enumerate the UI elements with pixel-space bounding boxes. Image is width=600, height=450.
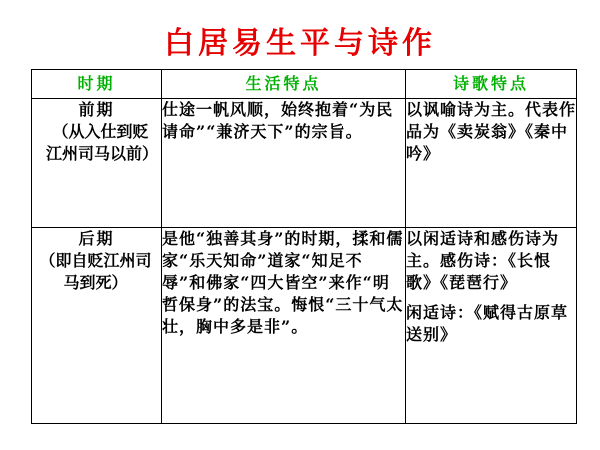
table-header-row <box>32 70 577 99</box>
header-period: 时期 <box>32 70 162 99</box>
poetry-cell <box>406 99 577 228</box>
page-title: 白居易生平与诗作 <box>164 26 436 61</box>
poetry-cell <box>406 228 577 424</box>
table-row-early <box>32 99 577 228</box>
life-poetry-table <box>31 69 577 424</box>
header-poetry: 诗歌特点 <box>406 70 577 99</box>
life-cell <box>162 99 406 228</box>
life-cell <box>162 228 406 424</box>
poetry-text: 以讽喻诗为主。代表作品为《卖炭翁》《秦中吟》 <box>406 100 577 163</box>
period-cell <box>32 99 162 228</box>
life-text: 是他“独善其身”的时期，揉和儒家“乐天知命”道家“知足不辱”和佛家“四大皆空”来作“明哲保身”的法宝。悔恨“三十气太壮，胸中多是非”。 <box>162 229 404 336</box>
life-text: 仕途一帆风顺，始终抱着“为民请命”“兼济天下”的宗旨。 <box>162 100 394 141</box>
period-name: 后期 <box>78 229 115 248</box>
period-range: （从入仕到贬江州司马以前） <box>46 122 159 163</box>
table-row-late <box>32 228 577 424</box>
period-range: （即自贬江州司马到死） <box>39 251 152 292</box>
poetry-text: 闲适诗：《赋得古原草送别》 <box>406 303 569 344</box>
period-name: 前期 <box>78 100 115 119</box>
header-life: 生活特点 <box>162 70 406 99</box>
poetry-text: 以闲适诗和感伤诗为主。感伤诗：《长恨歌》《琵琶行》 <box>406 229 560 292</box>
period-cell <box>32 228 162 424</box>
